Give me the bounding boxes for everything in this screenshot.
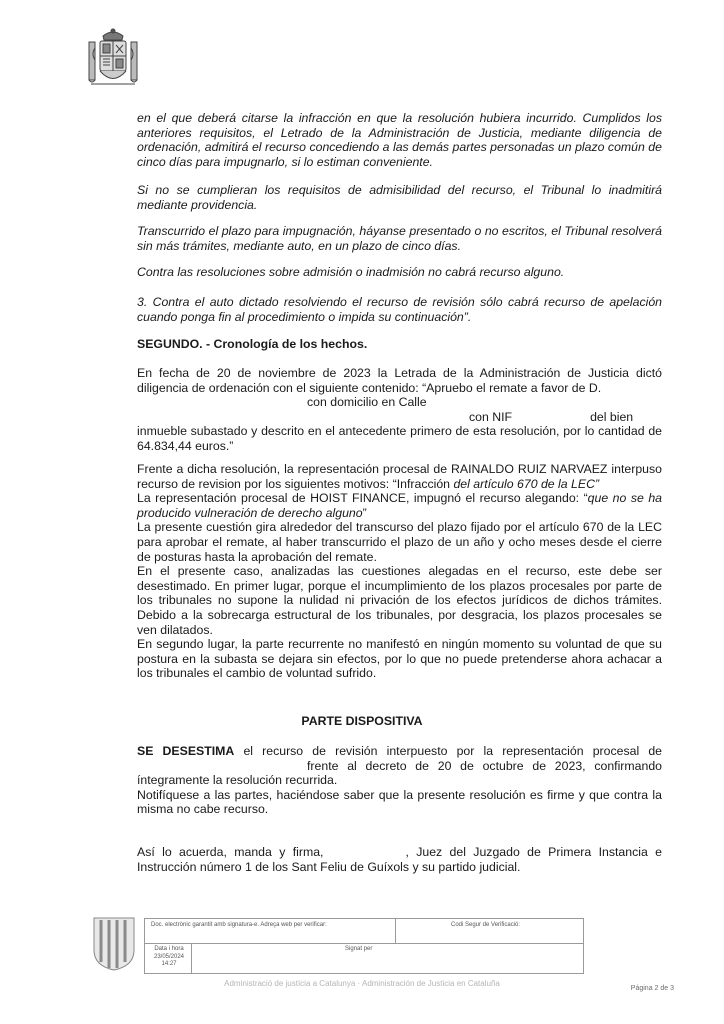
ruling-paragraph (137, 744, 662, 817)
quoted-paragraph (137, 224, 662, 253)
catalonia-seal-icon (92, 916, 136, 972)
paragraph-text: con NIF (469, 409, 513, 424)
signed-by-label: Signat per (345, 946, 373, 952)
paragraph-text: con domicilio en Calle (307, 395, 427, 410)
date-label: Data i hora (154, 946, 184, 952)
paragraph-text: en el que deberá citarse la infracción en que la resolución hubiera incurrido. Cumplidos los anteriores requisitos, el Letrado de la Administración de Justicia, mediante diligencia de ordenación, admitirá el recurso concediendo a las demás partes personadas un plazo común de cinco días para impugnarlo, si lo estiman conveniente. (137, 111, 662, 169)
section-heading-segundo: SEGUNDO. - Cronología de los hechos. (137, 337, 368, 351)
footer-caption: Administració de justícia a Catalunya · Administración de Justicia en Cataluña (224, 979, 500, 988)
verification-text: Doc. electrònic garantit amb signatura-e. Adreça web per verificar: (151, 922, 327, 928)
appeal-paragraph-block (137, 462, 662, 681)
paragraph-text: En segundo lugar, la parte recurrente no manifestó en ningún momento su voluntad de que su postura en la subasta se dejara sin efectos, por lo que no puede pretenderse ahora achacar a los tribunales el cambio de voluntad sufrido. (137, 637, 662, 681)
paragraph-text: frente al decreto de 20 de octubre de 2023, confirmando íntegramente la resolución recurrida. (137, 758, 662, 788)
paragraph-text: ” (362, 505, 367, 520)
paragraph-text: el recurso de revisión interpuesto por la representación procesal de (243, 744, 662, 758)
verification-box (144, 918, 584, 974)
csv-label: Codi Segur de Verificació: (451, 922, 521, 928)
time-value: 14:27 (161, 961, 177, 967)
dispositive-title: PARTE DISPOSITIVA (301, 714, 423, 728)
chronology-paragraph (137, 366, 662, 454)
paragraph-text: inmueble subastado y descrito en el antecedente primero de esta resolución, por lo cantidad de 64.834,44 euros.” (137, 424, 662, 453)
quoted-paragraph (137, 111, 662, 169)
paragraph-text: Si no se cumplieran los requisitos de admisibilidad del recurso, el Tribunal lo inadmitirá mediante providencia. (137, 183, 662, 212)
date-time-block (151, 946, 187, 969)
paragraph-text: del artículo 670 de la LEC” (453, 476, 600, 491)
paragraph-text: Frente a dicha resolución, la representación procesal de RAINALDO RUIZ NARVAEZ interpuso recurso de revision por los siguientes motivos: “Infracción (137, 462, 662, 491)
ruling-lead: SE DESESTIMA (137, 744, 235, 758)
quoted-paragraph (137, 183, 662, 212)
signature-paragraph (137, 845, 662, 874)
paragraph-text: que no se ha producido vulneración de derecho alguno (137, 491, 662, 520)
paragraph-text: 3. Contra el auto dictado resolviendo el recurso de revisión sólo cabrá recurso de apelación cuando ponga fin al procedimiento o impida su continuación”. (137, 295, 662, 324)
quoted-paragraph (137, 265, 662, 280)
paragraph-text: Contra las resoluciones sobre admisión o inadmisión no cabrá recurso alguno. (137, 265, 565, 279)
paragraph-text: La presente cuestión gira alrededor del transcurso del plazo fijado por el artículo 670 de la LEC para aprobar el remate, al haber transcurrido el plazo de un año y ocho meses desde el cierre de posturas hasta la aprobación del remate. (137, 520, 662, 564)
paragraph-text: Transcurrido el plazo para impugnación, háyanse presentado o no escritos, el Tribunal resolverá sin más trámites, mediante auto, en un plazo de cinco días. (137, 224, 662, 253)
paragraph-text: La representación procesal de HOIST FINANCE, impugnó el recurso alegando: “ (137, 491, 588, 506)
paragraph-text: Así lo acuerda, manda y firma, (137, 845, 324, 859)
paragraph-text: En fecha de 20 de noviembre de 2023 la Letrada de la Administración de Justicia dictó diligencia de ordenación con el siguiente contenido: “Apruebo el remate a favor de D. (137, 366, 662, 395)
paragraph-text: Notifíquese a las partes, haciéndose saber que la presente resolución es firme y que contra la misma no cabe recurso. (137, 787, 662, 817)
date-value: 23/05/2024 (153, 953, 185, 960)
paragraph-text: , Juez del Juzgado de Primera Instancia e Instrucción número 1 de los Sant Feliu de Guíxols y su partido judicial. (137, 845, 662, 874)
paragraph-text: En el presente caso, analizadas las cuestiones alegadas en el recurso, este debe ser desestimado. En primer lugar, porque el incumplimiento de los plazos procesales por parte de los tribunales no supone la nulidad ni privación de los efectos jurídicos de dichos trámites. Debido a la sobrecarga estructural de los tribunales, por desgracia, los plazos procesales se ven dilatados. (137, 564, 662, 637)
spanish-coat-of-arms-icon (86, 26, 140, 90)
paragraph-text: del bien (590, 409, 634, 424)
quoted-paragraph (137, 295, 662, 324)
page-number: Página 2 de 3 (630, 985, 674, 992)
